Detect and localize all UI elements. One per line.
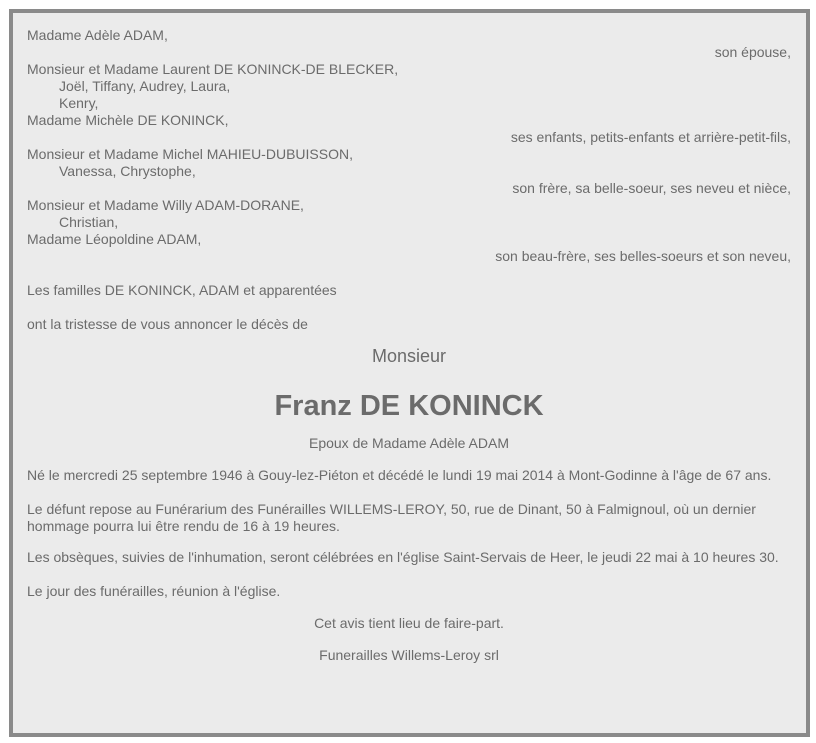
family-line: Madame Adèle ADAM,	[27, 27, 168, 43]
announcement-text: ont la tristesse de vous annoncer le décès de	[27, 316, 308, 332]
families-line: Les familles DE KONINCK, ADAM et apparentées	[27, 282, 337, 298]
family-line: Madame Michèle DE KONINCK,	[27, 112, 229, 128]
family-line: Christian,	[59, 214, 119, 230]
deceased-name: Franz DE KONINCK	[274, 390, 544, 422]
obituary-content	[27, 27, 791, 664]
family-line: Kenry,	[59, 95, 99, 111]
family-line: Madame Léopoldine ADAM,	[27, 231, 202, 247]
notice-line: Cet avis tient lieu de faire-part.	[314, 615, 504, 631]
obituary-frame	[9, 9, 810, 737]
family-line: Vanessa, Chrystophe,	[59, 163, 196, 179]
family-line: Joël, Tiffany, Audrey, Laura,	[59, 78, 231, 94]
funeral-paragraph: Les obsèques, suivies de l'inhumation, seront célébrées en l'église Saint-Servais de Heer, le jeudi 22 mai à 10 heures 30.	[27, 549, 779, 565]
deceased-title: Monsieur	[371, 346, 447, 366]
relation-label: son épouse,	[714, 44, 791, 60]
spouse-line: Epoux de Madame Adèle ADAM	[308, 435, 509, 451]
funeral-home-line: Funerailles Willems-Leroy srl	[319, 647, 499, 663]
funerarium-paragraph: Le défunt repose au Funérarium des Funérailles WILLEMS-LEROY, 50, rue de Dinant, 50 à Falmignoul, où un dernier hommage pourra lui être rendu de 16 à 19 heures.	[27, 501, 756, 534]
meeting-paragraph: Le jour des funérailles, réunion à l'église.	[27, 583, 281, 599]
family-line: Monsieur et Madame Michel MAHIEU-DUBUISSON,	[27, 146, 353, 162]
family-line: Monsieur et Madame Laurent DE KONINCK-DE BLECKER,	[27, 61, 399, 77]
family-line: Monsieur et Madame Willy ADAM-DORANE,	[27, 197, 304, 213]
relation-label: son frère, sa belle-soeur, ses neveu et nièce,	[512, 180, 791, 196]
relation-label: son beau-frère, ses belles-soeurs et son neveu,	[495, 248, 791, 264]
birth-death-paragraph: Né le mercredi 25 septembre 1946 à Gouy-lez-Piéton et décédé le lundi 19 mai 2014 à Mont-Godinne à l'âge de 67 ans.	[27, 467, 772, 483]
relation-label: ses enfants, petits-enfants et arrière-petit-fils,	[510, 129, 791, 145]
